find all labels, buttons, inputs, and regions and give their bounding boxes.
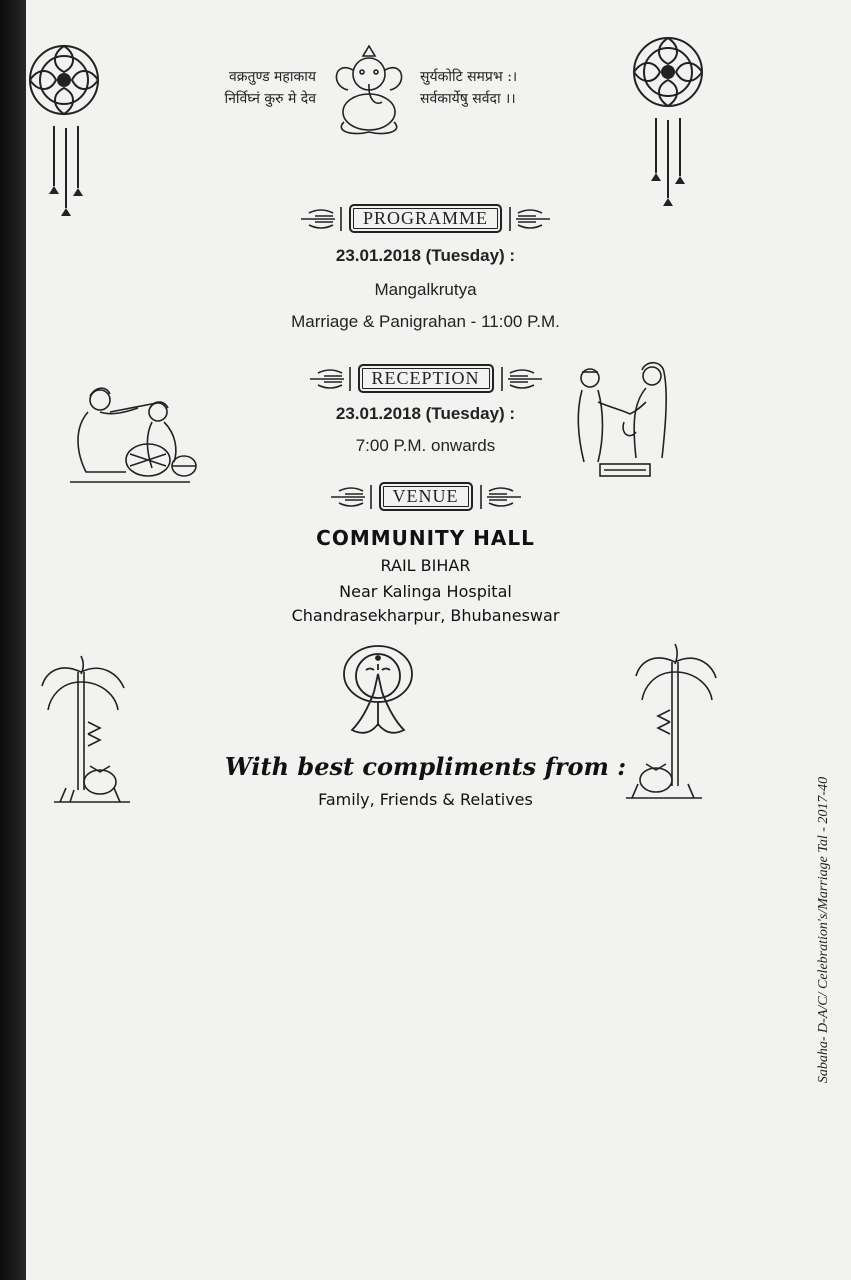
mantra-right-line2: सर्वकार्येषु सर्वदा ।। [420, 91, 516, 107]
ornament-right-icon [506, 205, 552, 233]
ornament-right-icon [477, 483, 523, 511]
flower-hanging-right-icon [624, 28, 714, 208]
reception-heading: RECEPTION [358, 364, 494, 393]
ornament-left-icon [308, 365, 354, 393]
ornament-left-icon [299, 205, 345, 233]
reception-date: 23.01.2018 (Tuesday) : [335, 404, 516, 423]
mantra-left-line2: निर्विघ्नं कुरु मे देव [224, 91, 316, 107]
namaste-woman-icon [340, 644, 416, 744]
programme-banner [0, 204, 851, 233]
invitation-card [18, 0, 851, 1280]
banana-tree-right-icon [624, 640, 720, 806]
venue-banner [0, 482, 851, 511]
programme-line2: Marriage & Panigrahan - 11:00 P.M. [291, 312, 560, 331]
bride-groom-icon [570, 362, 680, 482]
programme-line1: Mangalkrutya [374, 280, 477, 299]
venue-line3: Chandrasekharpur, Bhubaneswar [291, 606, 560, 625]
compliments-heading: With best compliments from : [224, 752, 627, 781]
venue-line1: RAIL BIHAR [380, 556, 471, 575]
compliments-from: Family, Friends & Relatives [318, 790, 533, 809]
mantra-left-line1: वक्रतुण्ड महाकाय [228, 69, 316, 85]
venue-line2: Near Kalinga Hospital [339, 582, 512, 601]
ganesha-icon [324, 40, 414, 140]
printer-credit: Sabaha- D-A/C/ Celebration's/Marriage Tal - 2017-40 [816, 776, 832, 1084]
programme-heading: PROGRAMME [349, 204, 502, 233]
musicians-icon [66, 382, 200, 488]
reception-line1: 7:00 P.M. onwards [355, 436, 496, 455]
ornament-right-icon [498, 365, 544, 393]
programme-date: 23.01.2018 (Tuesday) : [335, 246, 516, 265]
ornament-left-icon [329, 483, 375, 511]
venue-heading: VENUE [379, 482, 473, 511]
venue-name: COMMUNITY HALL [316, 526, 535, 550]
banana-tree-left-icon [40, 652, 136, 812]
printer-credit-container [812, 730, 836, 1130]
mantra-right-line1: सुर्यकोटि समप्रभ :। [420, 69, 518, 85]
flower-hanging-left-icon [20, 36, 110, 216]
